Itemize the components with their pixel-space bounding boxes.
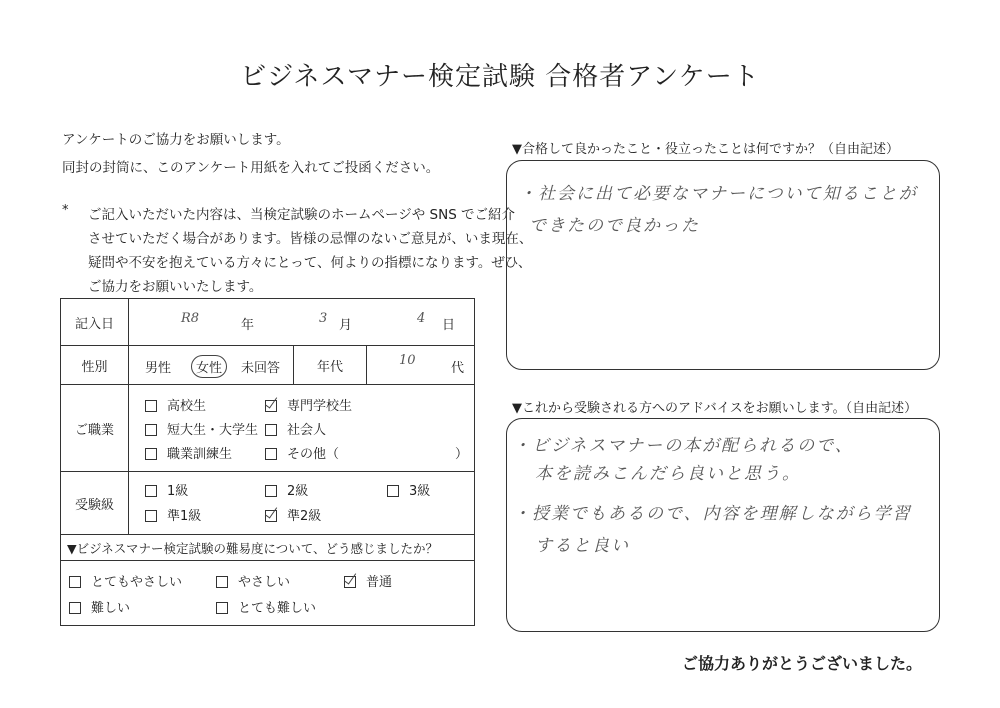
occupation-university[interactable]: 短大生・大学生 <box>145 419 258 438</box>
difficulty-very-easy[interactable]: とてもやさしい <box>69 571 182 590</box>
difficulty-question-row <box>61 535 475 561</box>
gender-male[interactable]: 男性 <box>145 361 172 376</box>
q2-answer-line-2: 本を読みこんだら良いと思う。 <box>535 464 801 484</box>
checkbox-icon <box>145 510 157 522</box>
q2-answer-box[interactable] <box>506 418 940 632</box>
day-value[interactable]: 4 <box>417 311 426 326</box>
q2-answer-line-4: すると良い <box>535 536 630 556</box>
grade-label: 受験級 <box>61 472 129 535</box>
note-line-2: させていただく場合があります。皆様の忌憚のないご意見が、いま現在、 <box>88 231 533 247</box>
checkbox-icon <box>145 400 157 412</box>
checkbox-icon <box>145 424 157 436</box>
difficulty-question: ▼ビジネスマナー検定試験の難易度について、どう感じましたか？ <box>61 535 475 561</box>
gender-female-selected[interactable]: 女性 <box>191 355 227 378</box>
grade-row <box>61 472 475 535</box>
occupation-worker[interactable]: 社会人 <box>265 419 326 438</box>
age-value[interactable]: 10 <box>399 353 416 368</box>
checkbox-icon <box>265 448 277 460</box>
month-value[interactable]: 3 <box>319 311 328 326</box>
checkbox-icon <box>387 485 399 497</box>
survey-form <box>60 298 475 626</box>
intro-line-1: アンケートのご協力をお願いします。 <box>62 132 290 148</box>
grade-pre-1[interactable]: 準1級 <box>145 505 201 524</box>
thanks-message: ご協力ありがとうございました。 <box>681 654 922 673</box>
grade-2[interactable]: 2級 <box>265 480 308 499</box>
year-unit: 年 <box>241 318 255 333</box>
grade-1[interactable]: 1級 <box>145 480 188 499</box>
gender-row <box>61 346 475 385</box>
difficulty-hard[interactable]: 難しい <box>69 597 130 616</box>
q1-answer-line-1: ・社会に出て必要なマナーについて知ることが <box>519 184 918 204</box>
checkbox-icon <box>265 485 277 497</box>
month-unit: 月 <box>339 318 353 333</box>
difficulty-normal-selected[interactable]: 普通 <box>344 571 392 590</box>
q2-answer-line-3: ・授業でもあるので、内容を理解しながら学習 <box>513 504 912 524</box>
age-unit: 代 <box>451 361 465 376</box>
occupation-other[interactable]: その他（ <box>265 443 339 462</box>
occupation-other-close: ） <box>455 447 469 462</box>
q1-answer-line-2: できたので良かった <box>529 216 700 236</box>
note-line-4: ご協力をお願いいたします。 <box>88 279 263 295</box>
checked-checkbox-icon <box>344 576 356 588</box>
occupation-row <box>61 385 475 472</box>
note-line-1: ご記入いただいた内容は、当検定試験のホームページや SNS でご紹介 <box>88 207 516 223</box>
grade-pre-2-selected[interactable]: 準2級 <box>265 505 321 524</box>
q2-answer-line-1: ・ビジネスマナーの本が配られるので、 <box>513 436 854 456</box>
note-line-3: 疑問や不安を抱えている方々にとって、何よりの指標になります。ぜひ、 <box>88 255 532 271</box>
day-unit: 日 <box>442 318 456 333</box>
checked-checkbox-icon <box>265 400 277 412</box>
checkbox-icon <box>265 424 277 436</box>
checkbox-icon <box>216 576 228 588</box>
grade-3[interactable]: 3級 <box>387 480 430 499</box>
occupation-highschool[interactable]: 高校生 <box>145 395 206 414</box>
difficulty-very-hard[interactable]: とても難しい <box>216 597 316 616</box>
intro-line-2: 同封の封筒に、このアンケート用紙を入れてご投函ください。 <box>62 160 440 176</box>
occupation-training[interactable]: 職業訓練生 <box>145 443 232 462</box>
occupation-vocational-selected[interactable]: 専門学校生 <box>265 395 352 414</box>
age-label: 年代 <box>294 346 367 385</box>
checkbox-icon <box>216 602 228 614</box>
note-marker: * <box>62 203 69 218</box>
checkbox-icon <box>145 485 157 497</box>
q1-label: ▼合格して良かったこと・役立ったことは何ですか？（自由記述） <box>512 142 899 157</box>
occupation-label: ご職業 <box>61 385 129 472</box>
difficulty-easy[interactable]: やさしい <box>216 571 290 590</box>
difficulty-options-row <box>61 561 475 626</box>
checkbox-icon <box>69 602 81 614</box>
checked-checkbox-icon <box>265 510 277 522</box>
date-row <box>61 299 475 346</box>
q1-answer-box[interactable] <box>506 160 940 370</box>
gender-no-answer[interactable]: 未回答 <box>241 361 281 376</box>
checkbox-icon <box>69 576 81 588</box>
checkbox-icon <box>145 448 157 460</box>
gender-label: 性別 <box>61 346 129 385</box>
year-value[interactable]: R8 <box>181 311 200 326</box>
page-title: ビジネスマナー検定試験 合格者アンケート <box>240 62 760 92</box>
date-label: 記入日 <box>61 299 129 346</box>
q2-label: ▼これから受験される方へのアドバイスをお願いします。（自由記述） <box>512 401 918 416</box>
